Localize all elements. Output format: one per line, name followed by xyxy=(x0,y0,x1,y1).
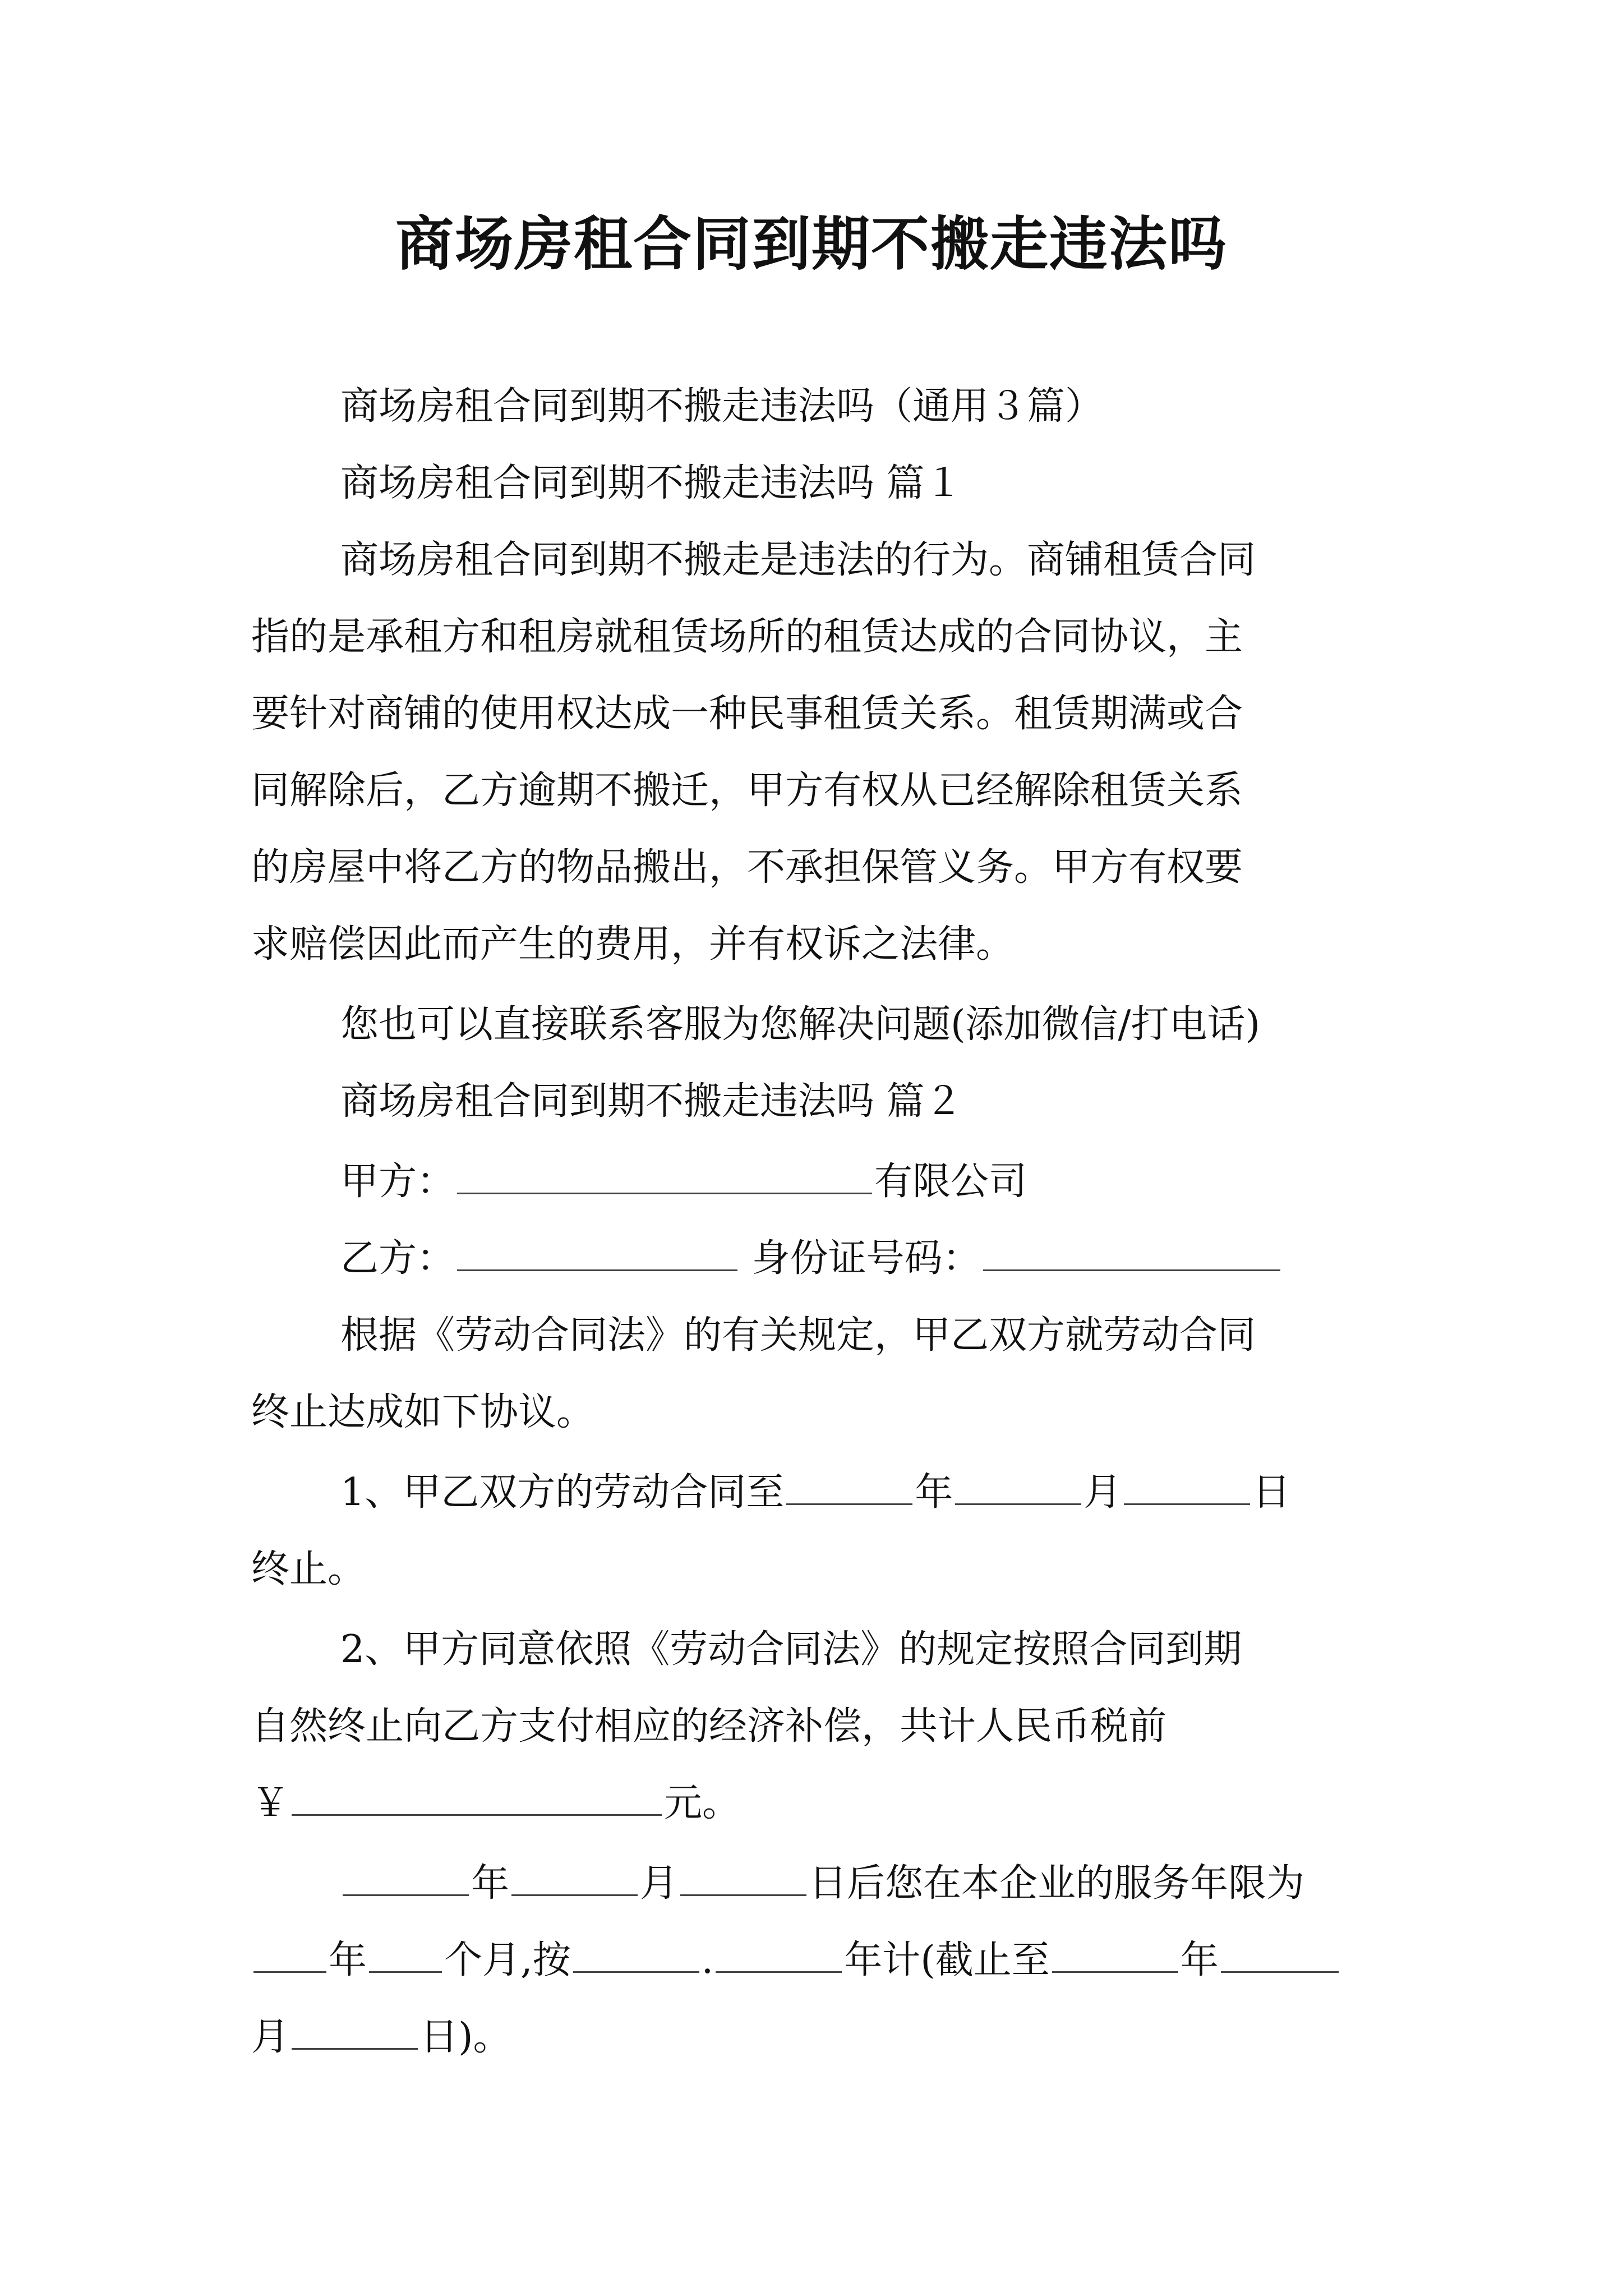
clause-2-line xyxy=(0,1696,1623,1757)
text-line: 终止达成如下协议。 xyxy=(251,1390,595,1434)
document-title: 商场房租合同到期不搬走违法吗 xyxy=(395,209,1228,278)
party-b-label: 乙方： xyxy=(340,1236,455,1281)
amount-blank xyxy=(292,1779,662,1816)
party-b-blank xyxy=(457,1235,737,1271)
party-a-field xyxy=(340,1151,1027,1213)
month-blank xyxy=(1221,1936,1339,1973)
party-b-field xyxy=(340,1228,1283,1290)
day-blank xyxy=(1124,1469,1250,1505)
paragraph-line xyxy=(0,530,1623,591)
text-line: 商场房租合同到期不搬走是违法的行为。商铺租赁合同 xyxy=(340,538,1256,582)
text-line: 您也可以直接联系客服为您解决问题(添加微信/打电话) xyxy=(340,1002,1260,1047)
text-line: 商场房租合同到期不搬走违法吗（通用３篇） xyxy=(340,384,1104,429)
paragraph-line xyxy=(0,914,1623,976)
party-a-label: 甲方： xyxy=(340,1159,455,1204)
paragraph-line xyxy=(0,1305,1623,1366)
subtitle-line xyxy=(0,376,1623,438)
month-blank xyxy=(511,1860,638,1896)
text-line: 终止。 xyxy=(251,1547,366,1591)
paragraph-line xyxy=(0,606,1623,668)
text-line: 自然终止向乙方支付相应的经济补偿，共计人民币税前 xyxy=(251,1704,1167,1749)
amount-line xyxy=(0,1773,1623,1834)
service-text-3: 月 日)。 xyxy=(251,2007,511,2068)
month-blank xyxy=(955,1469,1081,1505)
section-heading-2 xyxy=(0,1071,1623,1133)
clause-2-line xyxy=(0,1619,1623,1681)
text-line: 商场房租合同到期不搬走违法吗 篇２ xyxy=(340,1079,963,1124)
text-line: 的房屋中将乙方的物品搬出，不承担保管义务。甲方有权要 xyxy=(251,845,1243,890)
amount-field xyxy=(251,1773,740,1834)
paragraph-line xyxy=(0,1382,1623,1443)
year-blank xyxy=(343,1860,469,1896)
months-blank xyxy=(369,1936,442,1973)
id-number-label: 身份证号码： xyxy=(751,1236,981,1281)
rate-blank xyxy=(716,1936,842,1973)
section-heading-1 xyxy=(0,453,1623,514)
text-line: 商场房租合同到期不搬走违法吗 篇１ xyxy=(340,461,963,505)
service-line-3 xyxy=(0,2007,1623,2068)
currency-symbol: ￥ xyxy=(251,1781,290,1825)
text-line: 2、甲方同意依照《劳动合同法》的规定按照合同到期 xyxy=(340,1627,1242,1672)
clause-1-text: 1、甲乙双方的劳动合同至 年 月 日 xyxy=(340,1462,1290,1524)
text-line: 要针对商铺的使用权达成一种民事租赁关系。租赁期满或合 xyxy=(251,692,1243,736)
year-blank xyxy=(1052,1936,1178,1973)
rate-blank xyxy=(573,1936,699,1973)
day-blank xyxy=(292,2013,418,2050)
service-line-2 xyxy=(0,1930,1623,1991)
party-a-suffix: 有限公司 xyxy=(874,1159,1027,1204)
party-a-blank xyxy=(457,1158,872,1194)
contact-line xyxy=(0,994,1623,1056)
party-b-line xyxy=(0,1228,1623,1290)
year-blank xyxy=(786,1469,912,1505)
text-line: 求赔偿因此而产生的费用，并有权诉之法律。 xyxy=(251,922,1015,967)
text-line: 指的是承租方和租房就租赁场所的租赁达成的合同协议，主 xyxy=(251,615,1243,659)
clause-1-line xyxy=(0,1462,1623,1524)
service-text-1: 年 月 日后您在本企业的服务年限为 xyxy=(340,1853,1304,1915)
paragraph-line xyxy=(0,683,1623,745)
text-line: 同解除后，乙方逾期不搬迁，甲方有权从已经解除租赁关系 xyxy=(251,769,1243,813)
service-text-2: 年 个月,按 . 年计(截止至 年 xyxy=(251,1930,1341,1991)
party-a-line xyxy=(0,1151,1623,1213)
paragraph-line xyxy=(0,837,1623,899)
years-blank xyxy=(253,1936,326,1973)
text-line: 根据《劳动合同法》的有关规定，甲乙双方就劳动合同 xyxy=(340,1313,1256,1358)
clause-1-end xyxy=(0,1539,1623,1600)
service-line-1 xyxy=(0,1853,1623,1915)
paragraph-line xyxy=(0,760,1623,822)
id-number-blank xyxy=(983,1235,1280,1271)
amount-unit: 元。 xyxy=(664,1781,741,1825)
day-blank xyxy=(680,1860,806,1896)
